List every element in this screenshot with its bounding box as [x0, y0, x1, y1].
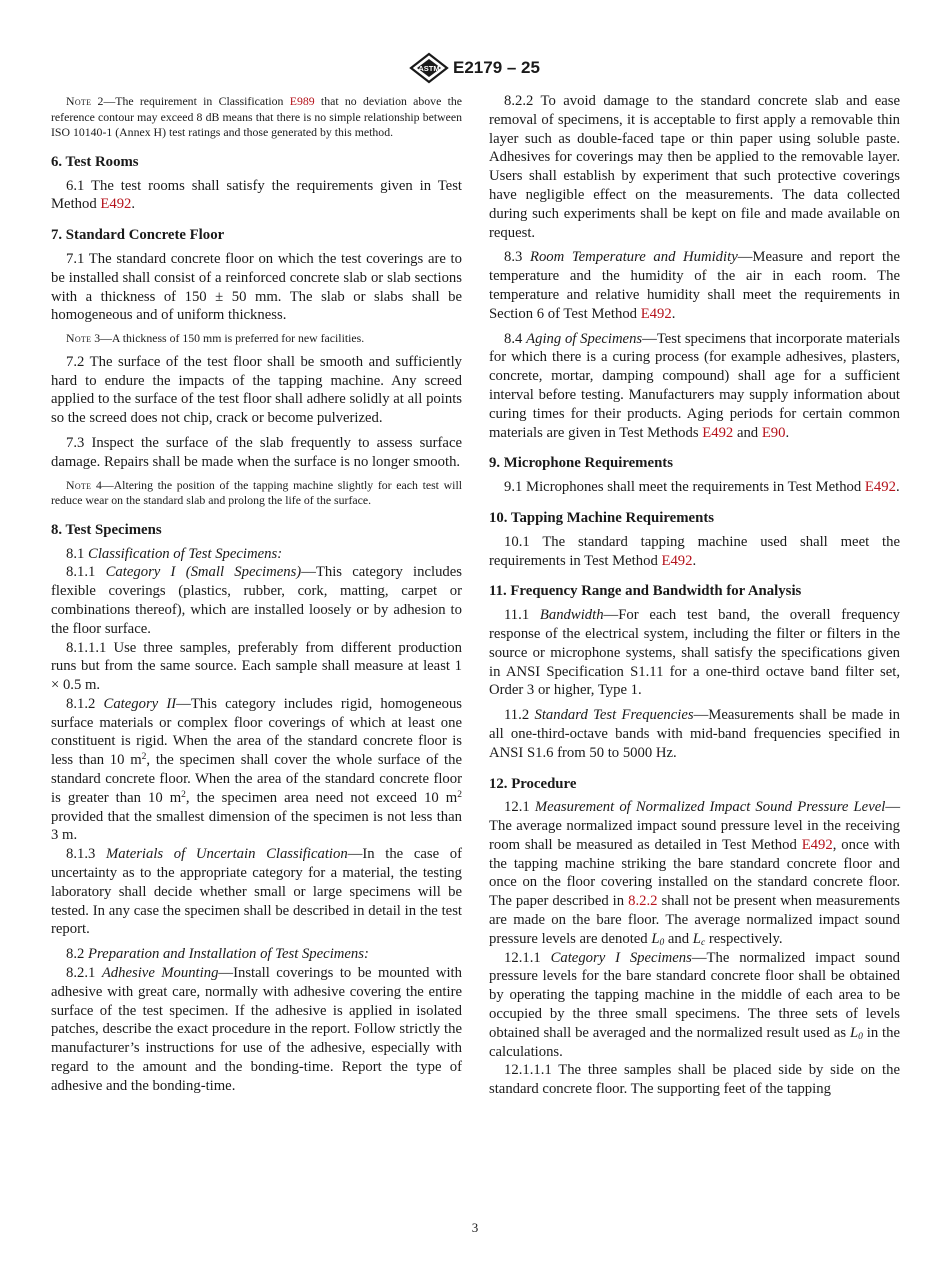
para-8-1-3: 8.1.3 Materials of Uncertain Classification—In the case of uncertainty as to the appropriate category for a material, the testing laboratory shall decide whether small or large specimens will be tested. In any case the specimen shall be described in detail in the test report.	[51, 846, 463, 938]
ref-e492-link[interactable]: E492	[702, 424, 734, 441]
para-7-2: 7.2 The surface of the test floor shall be smooth and sufficiently hard to endure the impacts of the tapping machine. Any screed applied to the surface of the test floor shall adhere solidly at all points so the screed does not chip, crack or become pulverized.	[51, 353, 462, 427]
para-7-3: 7.3 Inspect the surface of the slab frequently to assess surface damage. Repairs shall be made when the surface is no longer smooth.	[51, 434, 462, 470]
para-8-1-1-1: 8.1.1.1 Use three samples, preferably from different production runs but from the same source. Each sample shall measure at least 1 × 0.5 m.	[51, 639, 462, 694]
para-8-2-2: 8.2.2 To avoid damage to the standard concrete slab and ease removal of specimens, it is acceptable to first apply a removable thin layer such as double-faced tape or thin paper using soluble paste. Adhesives for coverings may then be applied to the removable layer. Users shall establish by experiment that such protective coverings have negligible effect on the measurements. The data collected during such experiments shall be kept on file and made available on request.	[489, 93, 900, 241]
para-7-1: 7.1 The standard concrete floor on which the test coverings are to be installed shall consist of a reinforced concrete slab or slab sections with a thickness of 150 ± 50 mm. The slab or slabs shall be homogeneous and of uniform thickness.	[51, 250, 463, 324]
para-10-1: 10.1 The standard tapping machine used shall meet the requirements in Test Method E492.	[489, 533, 900, 569]
section-9-heading: 9. Microphone Requirements	[489, 455, 673, 472]
para-8-1-2: 8.1.2 Category II—This category includes rigid, homogeneous surface materials or complex floor coverings of which at least one constituent is rigid. When the area of the standard concrete floor is less than 10 $m^2$, the specimen shall cover the whole surface of the standard concrete floor. When the area of the standard concrete floor is greater than 10 $m^2$, the specimen area need not exceed 10 $m^2$ provided that the smallest dimension of the specimen is not less than 3 m.	[51, 695, 462, 844]
para-11-2: 11.2 Standard Test Frequencies—Measurements shall be made in all one-third-octave bands with mid-band frequencies specified in ANSI S1.6 from 50 to 5000 Hz.	[489, 707, 900, 761]
para-9-1: 9.1 Microphones shall meet the requirements in Test Method E492.	[504, 479, 900, 496]
para-12-1: 12.1 Measurement of Normalized Impact Sound Pressure Level—The average normalized impact sound pressure level in the receiving room shall be measured as detailed in Test Method E492, once with the tapping machine striking the bare standard concrete floor and once on the floor covering installed on the standard concrete floor. The paper described in 8.2.2 shall not be present when measurements are made on the bare floor. The average normalized impact sound pressure levels are denoted $L_0$ and $L_c$ respectively.	[489, 799, 901, 948]
ref-e492-link[interactable]: E492	[640, 305, 672, 322]
section-7-heading: 7. Standard Concrete Floor	[51, 227, 225, 244]
left-column	[51, 92, 462, 1096]
section-10-heading: 10. Tapping Machine Requirements	[489, 509, 715, 526]
astm-logo-icon	[409, 52, 449, 84]
section-6-heading: 6. Test Rooms	[51, 153, 139, 170]
ref-e492-link[interactable]: E492	[801, 836, 833, 853]
section-11-heading: 11. Frequency Range and Bandwidth for Analysis	[489, 583, 802, 600]
section-12-heading: 12. Procedure	[489, 775, 577, 792]
para-8-4: 8.4 Aging of Specimens—Test specimens that incorporate materials for which there is a curing process (for example adhesives, plasters, concrete, mortar, damping compound) shall age for a sufficient interval before testing. Manufacturers may supply information about curing times for their products. Aging periods for certain common materials are given in Test Methods E492 and E90.	[489, 330, 901, 441]
note-2: Note 2—The requirement in Classification E989 that no deviation above the reference contour may exceed 8 dB means that there is no simple relationship between ISO 10140-1 (Annex H) test ratings and those generated by this method.	[51, 94, 462, 140]
section-8-heading: 8. Test Specimens	[51, 521, 162, 538]
document-code: E2179 – 25	[453, 58, 540, 77]
ref-e492-link[interactable]: E492	[864, 479, 896, 496]
ref-8-2-2-link[interactable]: 8.2.2	[628, 893, 658, 910]
right-column	[489, 92, 900, 1099]
ref-e989-link[interactable]: E989	[289, 94, 315, 108]
para-8-2: 8.2 Preparation and Installation of Test Specimens:	[66, 946, 369, 963]
para-6-1: 6.1 The test rooms shall satisfy the requirements given in Test Method E492.	[51, 177, 462, 213]
page-number: 3	[471, 1220, 479, 1235]
para-8-1-1: 8.1.1 Category I (Small Specimens)—This category includes flexible coverings (plastics, rubber, cork, matting, carpet or combinations thereof), which are installed loosely or by adhesion to the floor surface.	[51, 564, 462, 637]
svg-text:ASTM: ASTM	[418, 64, 440, 73]
page-header	[0, 52, 950, 88]
ref-e492-link[interactable]: E492	[661, 552, 693, 569]
para-8-3: 8.3 Room Temperature and Humidity—Measure and report the temperature and the humidity of the air in each room. The temperature and relative humidity shall meet the requirements in Section 6 of Test Method E492.	[489, 249, 900, 322]
para-11-1: 11.1 Bandwidth—For each test band, the overall frequency response of the electrical system, including the filter or filters in the source or microphone systems, shall satisfy the specifications given in ANSI Specification S1.11 for a one-third octave band filter set, Order 3 or higher, Type 1.	[489, 607, 900, 699]
note-3: Note 3—A thickness of 150 mm is preferred for new facilities.	[66, 331, 365, 346]
note-4: Note 4—Altering the position of the tapping machine slightly for each test will reduce wear on the standard slab and prolong the life of the surface.	[51, 477, 462, 508]
para-8-2-1: 8.2.1 Adhesive Mounting—Install coverings to be mounted with adhesive with great care, normally with adhesive covering the entire surface of the test specimen. If the adhesive is applied in isolated patches, describe the exact procedure in the report. Follow strictly the manufacturer’s instructions for use of the adhesive, especially with regard to the amount and the bonding-time. Report the type of adhesive and the bonding-time.	[51, 965, 462, 1094]
para-12-1-1-1: 12.1.1.1 The three samples shall be placed side by side on the standard concrete floor. The supporting feet of the tapping	[489, 1062, 900, 1098]
para-8-1: 8.1 Classification of Test Specimens:	[66, 545, 283, 562]
ref-e492-link[interactable]: E492	[100, 196, 132, 213]
para-12-1-1: 12.1.1 Category I Specimens—The normalized impact sound pressure levels for the bare standard concrete floor shall be obtained by operating the tapping machine in the middle of each area to be occupied by the three small specimens. The three sets of levels obtained shall be averaged and the normalized result used as $L_0$ in the calculations.	[489, 949, 901, 1060]
ref-e90-link[interactable]: E90	[761, 424, 786, 441]
